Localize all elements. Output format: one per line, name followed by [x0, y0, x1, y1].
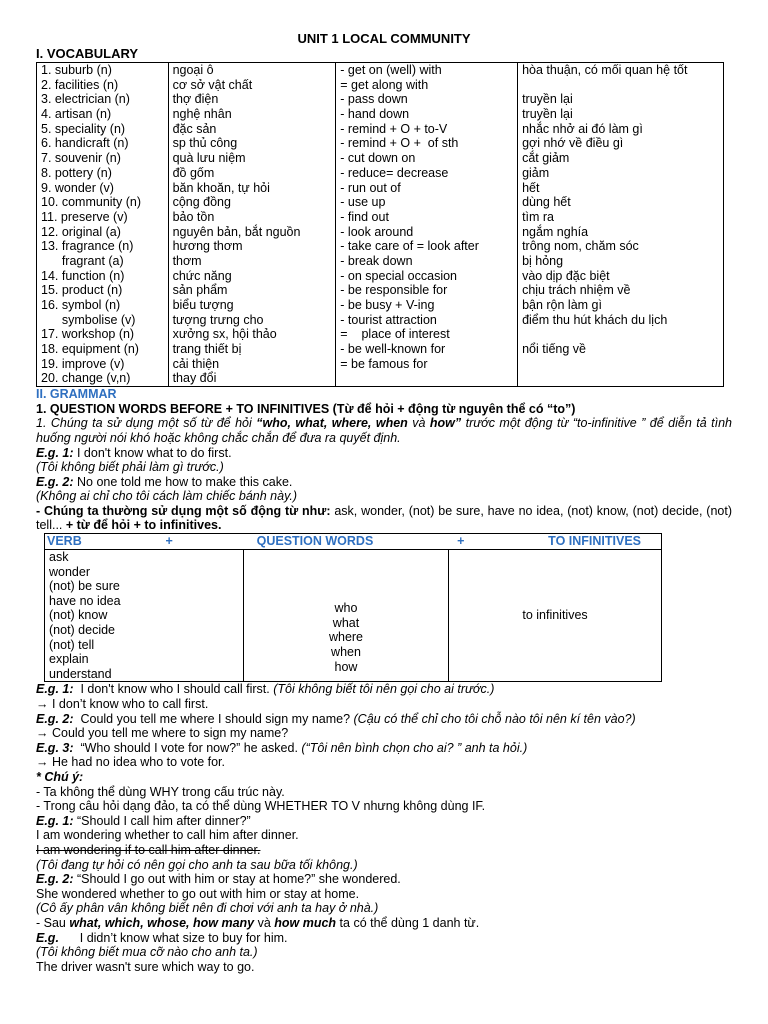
question-word-item: what: [332, 615, 360, 630]
grammar-table-header: [45, 534, 662, 550]
grammar-heading: II. GRAMMAR: [36, 387, 117, 402]
vocab-meaning: tượng trưng cho: [172, 312, 264, 327]
vocab-word: 13. fragrance (n): [41, 239, 134, 254]
verb-item: have no idea: [49, 593, 121, 608]
vocab-word: 8. pottery (n): [41, 165, 112, 180]
whether-example-1-translation: (Tôi đang tự hỏi có nên gọi cho anh ta sau bữa tối không.): [36, 857, 358, 872]
after-note: - Sau what, which, whose, how many và how much ta có thể dùng 1 danh từ.: [36, 915, 480, 930]
vocab-meaning: bảo tồn: [172, 209, 215, 224]
question-word-example: E.g. 3: “Who should I vote for now?” he asked. (“Tôi nên bình chọn cho ai? ” anh ta hỏi.): [36, 740, 528, 755]
vocab-word: 9. wonder (v): [41, 180, 114, 195]
vocab-meaning: thơm: [172, 253, 202, 268]
vocab-meaning: trang thiết bị: [172, 342, 242, 357]
question-word-item: where: [328, 630, 364, 645]
verb-item: (not) know: [49, 608, 108, 623]
vocab-word: 7. souvenir (n): [41, 151, 121, 166]
grammar-intro: 1. Chúng ta sử dụng một số từ để hỏi “who, what, where, when và how” trước một động từ “to-infinitive ” để diễn tả tình huống người nói khó hoặc không chắc chắn để đưa ra quyết định.: [36, 416, 732, 445]
header-question-words: QUESTION WORDS: [256, 534, 374, 549]
phrasal-verb: - run out of: [340, 180, 401, 195]
phrasal-meaning: [522, 357, 719, 372]
phrasal-verb: - remind + O + to-V: [340, 121, 448, 136]
noun-example-2: The driver wasn't sure which way to go.: [36, 959, 255, 974]
phrasal-meaning: ngắm nghía: [522, 224, 589, 239]
vocab-word: 16. symbol (n): [41, 298, 121, 312]
verb-item: ask: [49, 550, 69, 565]
example-1: E.g. 1: I don't know what to do first.: [36, 445, 232, 460]
example-1-translation: (Tôi không biết phải làm gì trước.): [36, 460, 224, 475]
vocab-meaning: nghệ nhân: [172, 107, 232, 122]
note-1: - Ta không thể dùng WHY trong cấu trúc này.: [36, 784, 285, 799]
phrasal-meaning: bận rộn làm gì: [522, 298, 602, 312]
example-2-translation: (Không ai chỉ cho tôi cách làm chiếc bánh này.): [36, 489, 298, 504]
verb-item: (not) tell: [49, 637, 95, 652]
phrasal-meaning: dùng hết: [522, 195, 571, 210]
phrasal-meaning: hết: [522, 180, 540, 195]
question-word-example: E.g. 1: I don't know who I should call first. (Tôi không biết tôi nên gọi cho ai trước.): [36, 682, 495, 697]
question-word-example: E.g. 2: Could you tell me where I should sign my name? (Cậu có thể chỉ cho tôi chỗ nào tôi nên kí tên vào?): [36, 711, 636, 726]
phrasal-verb: - be responsible for: [340, 283, 448, 298]
phrasal-verb: = be famous for: [340, 356, 428, 371]
phrasal-verb: - pass down: [340, 92, 408, 107]
phrasal-verbs-column: [336, 63, 518, 387]
phrasal-verb: - hand down: [340, 107, 410, 122]
phrasal-meaning: truyền lại: [522, 92, 573, 107]
phrasal-meaning: chịu trách nhiệm về: [522, 283, 631, 298]
grammar-section-1-heading: 1. QUESTION WORDS BEFORE + TO INFINITIVES (Từ để hỏi + động từ nguyên thể có “to”): [36, 401, 576, 416]
vocabulary-table: [36, 62, 724, 387]
phrasal-verb: - find out: [340, 209, 389, 224]
phrasal-verb: - take care of = look after: [340, 239, 479, 254]
phrasal-meaning: cắt giảm: [522, 151, 570, 166]
vocab-meaning: chức năng: [172, 268, 232, 283]
phrasal-verb: - get on (well) with: [340, 63, 442, 77]
phrasal-meaning: [522, 371, 719, 386]
vocab-meaning: nguyên bản, bắt nguồn: [172, 224, 301, 239]
vocab-meaning-column: [168, 63, 336, 387]
vocab-word: 3. electrician (n): [41, 92, 130, 107]
examples-block: [36, 682, 732, 770]
vocab-meaning: thợ điện: [172, 92, 219, 107]
phrasal-meaning: hòa thuận, có mối quan hệ tốt: [522, 63, 688, 77]
vocab-meaning: cộng đồng: [172, 195, 231, 210]
vocabulary-heading: I. VOCABULARY: [36, 46, 139, 61]
vocab-meaning: hương thơm: [172, 239, 243, 254]
document-page: [36, 32, 732, 974]
vocab-word: 19. improve (v): [41, 356, 125, 371]
phrasal-meaning: điểm thu hút khách du lịch: [522, 312, 668, 327]
vocab-meaning: thay đổi: [172, 371, 217, 386]
vocab-word: 14. function (n): [41, 268, 125, 283]
vocab-word: 1. suburb (n): [41, 63, 112, 77]
phrasal-meaning: nhắc nhở ai đó làm gì: [522, 121, 643, 136]
vocab-word: 5. speciality (n): [41, 121, 126, 136]
phrasal-verb: - use up: [340, 195, 386, 210]
phrasal-verb: - tourist attraction: [340, 312, 437, 327]
infinitives-cell: to infinitives: [449, 550, 662, 682]
note-label: * Chú ý:: [36, 769, 84, 784]
verb-item: (not) be sure: [49, 579, 120, 594]
vocab-meaning: cải thiện: [172, 356, 220, 371]
whether-example-2-translation: (Cô ấy phân vân không biết nên đi chơi với anh ta hay ở nhà.): [36, 901, 379, 916]
phrasal-meaning: [522, 78, 719, 93]
phrasal-meaning: giảm: [522, 165, 550, 180]
phrasal-meaning: nổi tiếng về: [522, 342, 586, 357]
vocab-word: 2. facilities (n): [41, 77, 119, 92]
verb-item: wonder: [49, 564, 90, 579]
vocab-word: 15. product (n): [41, 283, 123, 298]
vocab-word: 6. handicraft (n): [41, 136, 129, 151]
header-verb: VERB: [47, 534, 82, 549]
example-2: E.g. 2: No one told me how to make this cake.: [36, 474, 293, 489]
phrasal-meaning: tìm ra: [522, 209, 555, 224]
verbs-note: - Chúng ta thường sử dụng một số động từ như: ask, wonder, (not) be sure, have no idea, (not) know, (not) decide, (not) tell... + từ để hỏi + to infinitives.: [36, 503, 732, 533]
phrasal-meaning: gợi nhớ về điều gì: [522, 136, 624, 151]
verb-item: explain: [49, 652, 89, 667]
vocab-word: 10. community (n): [41, 195, 142, 210]
vocab-meaning: đồ gốm: [172, 165, 215, 180]
note-2: - Trong câu hỏi dạng đảo, ta có thể dùng WHETHER TO V nhưng không dùng IF.: [36, 799, 486, 814]
whether-example-2-answer: She wondered whether to go out with him or stay at home.: [36, 886, 360, 901]
phrasal-verb: - break down: [340, 253, 413, 268]
question-word-example-rewrite: → Could you tell me where to sign my name?: [36, 726, 289, 741]
whether-example-2: E.g. 2: “Should I go out with him or stay at home?” she wondered.: [36, 872, 401, 887]
phrasal-verb: - on special occasion: [340, 268, 458, 283]
phrasal-verb: - be well-known for: [340, 342, 446, 357]
vocab-word: 20. change (v,n): [41, 371, 131, 386]
phrasal-meaning: vào dịp đặc biệt: [522, 268, 610, 283]
vocab-word: 18. equipment (n): [41, 342, 139, 357]
phrasal-verb: - reduce= decrease: [340, 165, 449, 180]
phrasal-verb: - cut down on: [340, 151, 416, 166]
phrasal-meaning: trông nom, chăm sóc: [522, 239, 639, 254]
question-word-item: how: [334, 659, 358, 674]
vocab-word: 4. artisan (n): [41, 107, 112, 122]
header-plus-1: +: [165, 534, 173, 549]
vocab-meaning: đặc sản: [172, 121, 217, 136]
noun-example-translation: (Tôi không biết mua cỡ nào cho anh ta.): [36, 945, 258, 960]
vocab-word: 17. workshop (n): [41, 327, 135, 342]
whether-example-1: E.g. 1: “Should I call him after dinner?”: [36, 813, 251, 828]
header-to-infinitives: TO INFINITIVES: [548, 534, 641, 549]
question-word-example-rewrite: → He had no idea who to vote for.: [36, 755, 226, 770]
phrasal-verb: - look around: [340, 224, 414, 239]
vocab-meaning: sản phẩm: [172, 283, 228, 298]
vocab-word: 11. preserve (v): [41, 209, 128, 224]
verb-item: understand: [49, 666, 112, 681]
vocab-meaning: băn khoăn, tự hỏi: [172, 180, 270, 195]
phrasal-verb: = place of interest: [340, 327, 450, 342]
vocab-words-column: [37, 63, 169, 387]
phrasal-meaning: truyền lại: [522, 107, 573, 122]
noun-example: E.g. I didn’t know what size to buy for him.: [36, 930, 288, 945]
whether-example-1-answer: I am wondering whether to call him after dinner.: [36, 828, 299, 843]
vocab-meaning: sp thủ công: [172, 136, 238, 151]
verb-item: (not) decide: [49, 623, 116, 638]
whether-example-1-wrong: I am wondering if to call him after dinner.: [36, 842, 261, 857]
page-title: UNIT 1 LOCAL COMMUNITY: [297, 31, 471, 46]
grammar-structure-table: [44, 533, 662, 682]
header-plus-2: +: [457, 534, 465, 549]
question-word-example-rewrite: → I don’t know who to call first.: [36, 697, 209, 711]
vocab-word: symbolise (v): [41, 312, 136, 327]
vocab-meaning: biểu tượng: [172, 298, 234, 312]
phrasal-verb: = get along with: [340, 77, 429, 92]
vocab-word: fragrant (a): [41, 253, 124, 268]
vocab-meaning: ngoại ô: [172, 63, 214, 77]
vocab-word: 12. original (a): [41, 224, 121, 239]
phrasal-meaning: [522, 327, 719, 342]
question-words-cell: [244, 550, 449, 682]
vocab-meaning: quà lưu niệm: [172, 151, 246, 166]
phrasal-meaning-column: [518, 63, 724, 387]
verbs-cell: [45, 550, 244, 682]
vocab-meaning: xưởng sx, hội thảo: [172, 327, 277, 342]
question-word-item: who: [334, 601, 358, 616]
phrasal-verb: - be busy + V-ing: [340, 298, 435, 312]
question-word-item: when: [331, 645, 361, 660]
phrasal-verb: - remind + O + of sth: [340, 136, 459, 151]
phrasal-meaning: bị hỏng: [522, 253, 564, 268]
vocab-meaning: cơ sở vật chất: [172, 77, 253, 92]
phrasal-verb: [340, 371, 513, 386]
